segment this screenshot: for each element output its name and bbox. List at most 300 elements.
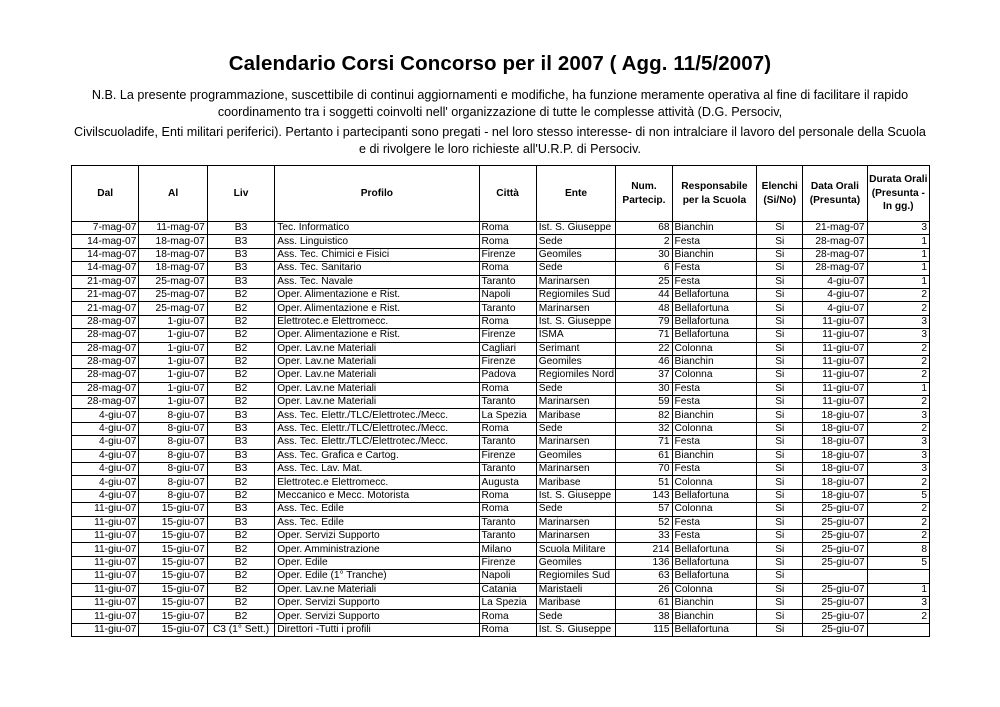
- cell-data-orali: 18-giu-07: [803, 476, 867, 489]
- table-row: [72, 516, 930, 529]
- cell-num-partecip: 71: [616, 436, 672, 449]
- cell-liv: B3: [207, 222, 274, 235]
- cell-responsabile: Festa: [672, 463, 757, 476]
- cell-dal: 4-giu-07: [72, 436, 139, 449]
- cell-responsabile: Festa: [672, 275, 757, 288]
- cell-ente: Geomiles: [536, 449, 616, 462]
- cell-elenchi: Si: [757, 583, 803, 596]
- cell-data-orali: 4-giu-07: [803, 275, 867, 288]
- cell-dal: 28-mag-07: [72, 382, 139, 395]
- cell-durata-orali: 2: [867, 503, 929, 516]
- cell-ente: Geomiles: [536, 556, 616, 569]
- cell-profilo: Oper. Amministrazione: [275, 543, 479, 556]
- table-row: [72, 503, 930, 516]
- cell-al: 1-giu-07: [139, 315, 207, 328]
- cell-elenchi: Si: [757, 436, 803, 449]
- cell-dal: 14-mag-07: [72, 248, 139, 261]
- header-dal: Dal: [72, 166, 139, 222]
- cell-data-orali: 18-giu-07: [803, 436, 867, 449]
- table-row: [72, 436, 930, 449]
- cell-dal: 21-mag-07: [72, 275, 139, 288]
- cell-ente: Marinarsen: [536, 396, 616, 409]
- cell-dal: 11-giu-07: [72, 503, 139, 516]
- cell-al: 1-giu-07: [139, 329, 207, 342]
- table-row: [72, 543, 930, 556]
- cell-al: 1-giu-07: [139, 396, 207, 409]
- table-row: [72, 409, 930, 422]
- cell-data-orali: 25-giu-07: [803, 596, 867, 609]
- cell-citta: La Spezia: [479, 596, 536, 609]
- cell-dal: 4-giu-07: [72, 422, 139, 435]
- cell-data-orali: 18-giu-07: [803, 409, 867, 422]
- cell-responsabile: Festa: [672, 396, 757, 409]
- cell-responsabile: Colonna: [672, 503, 757, 516]
- cell-profilo: Ass. Tec. Edile: [275, 503, 479, 516]
- header-al: Al: [139, 166, 207, 222]
- cell-dal: 11-giu-07: [72, 529, 139, 542]
- cell-elenchi: Si: [757, 369, 803, 382]
- cell-liv: B2: [207, 570, 274, 583]
- cell-data-orali: 11-giu-07: [803, 355, 867, 368]
- cell-profilo: Oper. Edile: [275, 556, 479, 569]
- cell-ente: Marinarsen: [536, 275, 616, 288]
- table-row: [72, 302, 930, 315]
- cell-data-orali: 18-giu-07: [803, 489, 867, 502]
- cell-durata-orali: 2: [867, 610, 929, 623]
- cell-ente: Marinarsen: [536, 436, 616, 449]
- cell-num-partecip: 70: [616, 463, 672, 476]
- cell-responsabile: Festa: [672, 262, 757, 275]
- cell-al: 1-giu-07: [139, 342, 207, 355]
- cell-num-partecip: 79: [616, 315, 672, 328]
- cell-liv: B2: [207, 315, 274, 328]
- cell-responsabile: Bellafortuna: [672, 489, 757, 502]
- cell-num-partecip: 2: [616, 235, 672, 248]
- header-data-orali: Data Orali (Presunta): [803, 166, 867, 222]
- cell-dal: 28-mag-07: [72, 315, 139, 328]
- cell-profilo: Ass. Tec. Chimici e Fisici: [275, 248, 479, 261]
- cell-num-partecip: 115: [616, 623, 672, 636]
- cell-dal: 4-giu-07: [72, 409, 139, 422]
- cell-ente: Maristaeli: [536, 583, 616, 596]
- cell-durata-orali: 2: [867, 529, 929, 542]
- cell-num-partecip: 61: [616, 449, 672, 462]
- table-row: [72, 623, 930, 636]
- cell-num-partecip: 37: [616, 369, 672, 382]
- cell-ente: Regiomiles Sud: [536, 288, 616, 301]
- cell-elenchi: Si: [757, 610, 803, 623]
- cell-dal: 11-giu-07: [72, 610, 139, 623]
- cell-durata-orali: 5: [867, 489, 929, 502]
- cell-elenchi: Si: [757, 476, 803, 489]
- cell-profilo: Ass. Tec. Lav. Mat.: [275, 463, 479, 476]
- cell-responsabile: Bianchin: [672, 222, 757, 235]
- cell-al: 15-giu-07: [139, 623, 207, 636]
- cell-data-orali: 18-giu-07: [803, 463, 867, 476]
- cell-data-orali: 11-giu-07: [803, 342, 867, 355]
- cell-citta: Taranto: [479, 302, 536, 315]
- cell-responsabile: Bianchin: [672, 355, 757, 368]
- cell-durata-orali: 2: [867, 476, 929, 489]
- cell-responsabile: Bellafortuna: [672, 570, 757, 583]
- cell-citta: Taranto: [479, 529, 536, 542]
- cell-num-partecip: 71: [616, 329, 672, 342]
- cell-al: 15-giu-07: [139, 529, 207, 542]
- cell-citta: Roma: [479, 610, 536, 623]
- cell-data-orali: 25-giu-07: [803, 529, 867, 542]
- header-responsabile: Responsabile per la Scuola: [672, 166, 757, 222]
- cell-liv: B3: [207, 422, 274, 435]
- cell-ente: Geomiles: [536, 355, 616, 368]
- table-row: [72, 248, 930, 261]
- cell-citta: Roma: [479, 222, 536, 235]
- cell-liv: B2: [207, 583, 274, 596]
- cell-durata-orali: 3: [867, 329, 929, 342]
- cell-ente: Maribase: [536, 476, 616, 489]
- cell-elenchi: Si: [757, 288, 803, 301]
- cell-al: 18-mag-07: [139, 262, 207, 275]
- cell-ente: Marinarsen: [536, 529, 616, 542]
- cell-data-orali: 18-giu-07: [803, 449, 867, 462]
- cell-elenchi: Si: [757, 342, 803, 355]
- note-paragraph-1: N.B. La presente programmazione, suscettibile di continui aggiornamenti e modifiche, ha funzione meramente operativa al fine di facilitare il rapido coordinamento tra i soggetti coinvolti nell' organizzazione di tutte le complesse attività (D.G. Persociv,: [91, 88, 909, 119]
- cell-dal: 11-giu-07: [72, 516, 139, 529]
- cell-durata-orali: 5: [867, 556, 929, 569]
- cell-ente: Sede: [536, 610, 616, 623]
- table-row: [72, 449, 930, 462]
- cell-dal: 28-mag-07: [72, 355, 139, 368]
- cell-data-orali: 25-giu-07: [803, 503, 867, 516]
- cell-dal: 4-giu-07: [72, 449, 139, 462]
- cell-al: 25-mag-07: [139, 275, 207, 288]
- cell-data-orali: 11-giu-07: [803, 382, 867, 395]
- cell-profilo: Oper. Alimentazione e Rist.: [275, 302, 479, 315]
- cell-elenchi: Si: [757, 248, 803, 261]
- cell-profilo: Oper. Edile (1° Tranche): [275, 570, 479, 583]
- cell-liv: B2: [207, 369, 274, 382]
- cell-elenchi: Si: [757, 302, 803, 315]
- cell-al: 8-giu-07: [139, 463, 207, 476]
- table-row: [72, 489, 930, 502]
- cell-liv: B3: [207, 275, 274, 288]
- table-row: [72, 235, 930, 248]
- cell-responsabile: Bellafortuna: [672, 543, 757, 556]
- cell-num-partecip: 143: [616, 489, 672, 502]
- cell-data-orali: 25-giu-07: [803, 556, 867, 569]
- cell-num-partecip: 30: [616, 382, 672, 395]
- cell-liv: C3 (1° Sett.): [207, 623, 274, 636]
- cell-liv: B2: [207, 529, 274, 542]
- cell-profilo: Elettrotec.e Elettromecc.: [275, 315, 479, 328]
- cell-num-partecip: 57: [616, 503, 672, 516]
- cell-data-orali: 18-giu-07: [803, 422, 867, 435]
- header-num-partecip: Num. Partecip.: [616, 166, 672, 222]
- cell-ente: Ist. S. Giuseppe: [536, 222, 616, 235]
- cell-al: 15-giu-07: [139, 503, 207, 516]
- cell-num-partecip: 68: [616, 222, 672, 235]
- cell-profilo: Ass. Linguistico: [275, 235, 479, 248]
- cell-al: 8-giu-07: [139, 449, 207, 462]
- cell-al: 8-giu-07: [139, 436, 207, 449]
- cell-dal: 11-giu-07: [72, 570, 139, 583]
- cell-responsabile: Bellafortuna: [672, 288, 757, 301]
- cell-citta: Milano: [479, 543, 536, 556]
- cell-profilo: Oper. Servizi Supporto: [275, 596, 479, 609]
- cell-profilo: Ass. Tec. Elettr./TLC/Elettrotec./Mecc.: [275, 422, 479, 435]
- cell-ente: Regiomiles Sud: [536, 570, 616, 583]
- cell-ente: Sede: [536, 262, 616, 275]
- cell-durata-orali: 3: [867, 463, 929, 476]
- cell-ente: ISMA: [536, 329, 616, 342]
- cell-responsabile: Bianchin: [672, 409, 757, 422]
- cell-ente: Geomiles: [536, 248, 616, 261]
- cell-liv: B2: [207, 342, 274, 355]
- table-row: [72, 382, 930, 395]
- cell-elenchi: Si: [757, 329, 803, 342]
- cell-elenchi: Si: [757, 623, 803, 636]
- cell-citta: Roma: [479, 262, 536, 275]
- table-row: [72, 355, 930, 368]
- header-ente: Ente: [536, 166, 616, 222]
- cell-elenchi: Si: [757, 596, 803, 609]
- cell-profilo: Ass. Tec. Elettr./TLC/Elettrotec./Mecc.: [275, 436, 479, 449]
- cell-profilo: Oper. Alimentazione e Rist.: [275, 288, 479, 301]
- cell-durata-orali: 1: [867, 382, 929, 395]
- table-row: [72, 529, 930, 542]
- cell-durata-orali: 2: [867, 355, 929, 368]
- cell-ente: Sede: [536, 235, 616, 248]
- cell-elenchi: Si: [757, 503, 803, 516]
- cell-durata-orali: 1: [867, 248, 929, 261]
- cell-ente: Marinarsen: [536, 516, 616, 529]
- courses-table: [71, 165, 930, 637]
- cell-elenchi: Si: [757, 382, 803, 395]
- cell-responsabile: Festa: [672, 529, 757, 542]
- table-row: [72, 342, 930, 355]
- cell-data-orali: 25-giu-07: [803, 623, 867, 636]
- cell-responsabile: Bellafortuna: [672, 329, 757, 342]
- cell-citta: Roma: [479, 489, 536, 502]
- table-row: [72, 222, 930, 235]
- cell-citta: Roma: [479, 503, 536, 516]
- note-paragraph-2: Civilscuoladife, Enti militari periferici). Pertanto i partecipanti sono pregati - nel loro stesso interesse- di non intralciare il lavoro del personale della Scuola e di rivolgere le loro richieste all'U.R.P. di Persociv.: [74, 125, 926, 156]
- cell-al: 1-giu-07: [139, 355, 207, 368]
- cell-liv: B3: [207, 409, 274, 422]
- cell-profilo: Tec. Informatico: [275, 222, 479, 235]
- cell-citta: Napoli: [479, 288, 536, 301]
- cell-ente: Maribase: [536, 409, 616, 422]
- cell-durata-orali: 2: [867, 288, 929, 301]
- cell-num-partecip: 44: [616, 288, 672, 301]
- table-row: [72, 288, 930, 301]
- cell-al: 15-giu-07: [139, 610, 207, 623]
- cell-citta: Roma: [479, 422, 536, 435]
- cell-al: 15-giu-07: [139, 543, 207, 556]
- cell-dal: 4-giu-07: [72, 489, 139, 502]
- cell-profilo: Oper. Servizi Supporto: [275, 529, 479, 542]
- cell-liv: B2: [207, 476, 274, 489]
- cell-durata-orali: 3: [867, 222, 929, 235]
- cell-num-partecip: 214: [616, 543, 672, 556]
- cell-al: 1-giu-07: [139, 382, 207, 395]
- cell-citta: Taranto: [479, 436, 536, 449]
- cell-liv: B2: [207, 382, 274, 395]
- cell-ente: Marinarsen: [536, 302, 616, 315]
- cell-profilo: Oper. Servizi Supporto: [275, 610, 479, 623]
- cell-dal: 11-giu-07: [72, 543, 139, 556]
- cell-liv: B2: [207, 355, 274, 368]
- cell-ente: Ist. S. Giuseppe: [536, 315, 616, 328]
- cell-dal: 28-mag-07: [72, 329, 139, 342]
- cell-elenchi: Si: [757, 516, 803, 529]
- cell-responsabile: Bianchin: [672, 248, 757, 261]
- cell-ente: Regiomiles Nord: [536, 369, 616, 382]
- table-row: [72, 570, 930, 583]
- cell-al: 15-giu-07: [139, 596, 207, 609]
- cell-liv: B2: [207, 396, 274, 409]
- cell-num-partecip: 22: [616, 342, 672, 355]
- cell-elenchi: Si: [757, 422, 803, 435]
- cell-responsabile: Bellafortuna: [672, 623, 757, 636]
- table-row: [72, 463, 930, 476]
- cell-citta: Cagliari: [479, 342, 536, 355]
- cell-num-partecip: 82: [616, 409, 672, 422]
- cell-al: 18-mag-07: [139, 235, 207, 248]
- cell-liv: B2: [207, 329, 274, 342]
- table-row: [72, 315, 930, 328]
- cell-liv: B3: [207, 449, 274, 462]
- cell-al: 8-giu-07: [139, 422, 207, 435]
- cell-responsabile: Colonna: [672, 422, 757, 435]
- cell-liv: B2: [207, 302, 274, 315]
- cell-al: 1-giu-07: [139, 369, 207, 382]
- cell-responsabile: Colonna: [672, 342, 757, 355]
- cell-liv: B3: [207, 262, 274, 275]
- cell-liv: B3: [207, 503, 274, 516]
- cell-liv: B2: [207, 288, 274, 301]
- cell-liv: B2: [207, 543, 274, 556]
- cell-ente: Sede: [536, 503, 616, 516]
- cell-citta: Augusta: [479, 476, 536, 489]
- cell-profilo: Oper. Lav.ne Materiali: [275, 583, 479, 596]
- cell-dal: 7-mag-07: [72, 222, 139, 235]
- cell-profilo: Oper. Lav.ne Materiali: [275, 369, 479, 382]
- cell-citta: Padova: [479, 369, 536, 382]
- table-row: [72, 329, 930, 342]
- cell-liv: B2: [207, 596, 274, 609]
- cell-al: 8-giu-07: [139, 409, 207, 422]
- cell-al: 15-giu-07: [139, 570, 207, 583]
- cell-liv: B3: [207, 516, 274, 529]
- cell-citta: Napoli: [479, 570, 536, 583]
- header-citta: Città: [479, 166, 536, 222]
- header-profilo: Profilo: [275, 166, 479, 222]
- header-elenchi: Elenchi (Si/No): [757, 166, 803, 222]
- cell-citta: Firenze: [479, 329, 536, 342]
- cell-liv: B3: [207, 248, 274, 261]
- cell-data-orali: 25-giu-07: [803, 543, 867, 556]
- cell-al: 8-giu-07: [139, 476, 207, 489]
- cell-durata-orali: 2: [867, 516, 929, 529]
- cell-citta: Roma: [479, 623, 536, 636]
- cell-responsabile: Colonna: [672, 369, 757, 382]
- cell-elenchi: Si: [757, 262, 803, 275]
- cell-profilo: Ass. Tec. Sanitario: [275, 262, 479, 275]
- cell-data-orali: 28-mag-07: [803, 262, 867, 275]
- cell-al: 18-mag-07: [139, 248, 207, 261]
- cell-num-partecip: 48: [616, 302, 672, 315]
- cell-profilo: Oper. Lav.ne Materiali: [275, 396, 479, 409]
- cell-al: 25-mag-07: [139, 302, 207, 315]
- cell-elenchi: Si: [757, 463, 803, 476]
- cell-elenchi: Si: [757, 449, 803, 462]
- cell-dal: 28-mag-07: [72, 369, 139, 382]
- cell-profilo: Ass. Tec. Grafica e Cartog.: [275, 449, 479, 462]
- cell-data-orali: 25-giu-07: [803, 583, 867, 596]
- table-row: [72, 610, 930, 623]
- cell-durata-orali: 3: [867, 409, 929, 422]
- cell-profilo: Meccanico e Mecc. Motorista: [275, 489, 479, 502]
- cell-al: 25-mag-07: [139, 288, 207, 301]
- cell-responsabile: Colonna: [672, 583, 757, 596]
- cell-num-partecip: 32: [616, 422, 672, 435]
- table-row: [72, 476, 930, 489]
- cell-citta: Taranto: [479, 463, 536, 476]
- cell-citta: Roma: [479, 235, 536, 248]
- cell-responsabile: Festa: [672, 382, 757, 395]
- cell-liv: B3: [207, 436, 274, 449]
- cell-elenchi: Si: [757, 409, 803, 422]
- cell-num-partecip: 6: [616, 262, 672, 275]
- cell-num-partecip: 63: [616, 570, 672, 583]
- cell-elenchi: Si: [757, 529, 803, 542]
- cell-elenchi: Si: [757, 556, 803, 569]
- cell-durata-orali: 2: [867, 342, 929, 355]
- cell-citta: La Spezia: [479, 409, 536, 422]
- cell-dal: 4-giu-07: [72, 463, 139, 476]
- cell-dal: 28-mag-07: [72, 396, 139, 409]
- cell-citta: Roma: [479, 315, 536, 328]
- cell-al: 11-mag-07: [139, 222, 207, 235]
- cell-al: 15-giu-07: [139, 556, 207, 569]
- cell-responsabile: Colonna: [672, 476, 757, 489]
- cell-elenchi: Si: [757, 355, 803, 368]
- cell-ente: Marinarsen: [536, 463, 616, 476]
- cell-ente: Scuola Militare: [536, 543, 616, 556]
- cell-ente: Maribase: [536, 596, 616, 609]
- cell-liv: B3: [207, 235, 274, 248]
- cell-dal: 28-mag-07: [72, 342, 139, 355]
- cell-liv: B3: [207, 463, 274, 476]
- cell-num-partecip: 26: [616, 583, 672, 596]
- cell-al: 15-giu-07: [139, 516, 207, 529]
- cell-ente: Sede: [536, 382, 616, 395]
- cell-citta: Taranto: [479, 516, 536, 529]
- cell-responsabile: Bianchin: [672, 610, 757, 623]
- cell-ente: Ist. S. Giuseppe: [536, 623, 616, 636]
- cell-dal: 14-mag-07: [72, 235, 139, 248]
- cell-elenchi: Si: [757, 275, 803, 288]
- cell-data-orali: 11-giu-07: [803, 369, 867, 382]
- cell-profilo: Elettrotec.e Elettromecc.: [275, 476, 479, 489]
- cell-responsabile: Festa: [672, 516, 757, 529]
- table-row: [72, 396, 930, 409]
- cell-data-orali: 11-giu-07: [803, 315, 867, 328]
- cell-durata-orali: 1: [867, 262, 929, 275]
- cell-num-partecip: 30: [616, 248, 672, 261]
- cell-num-partecip: 52: [616, 516, 672, 529]
- cell-num-partecip: 59: [616, 396, 672, 409]
